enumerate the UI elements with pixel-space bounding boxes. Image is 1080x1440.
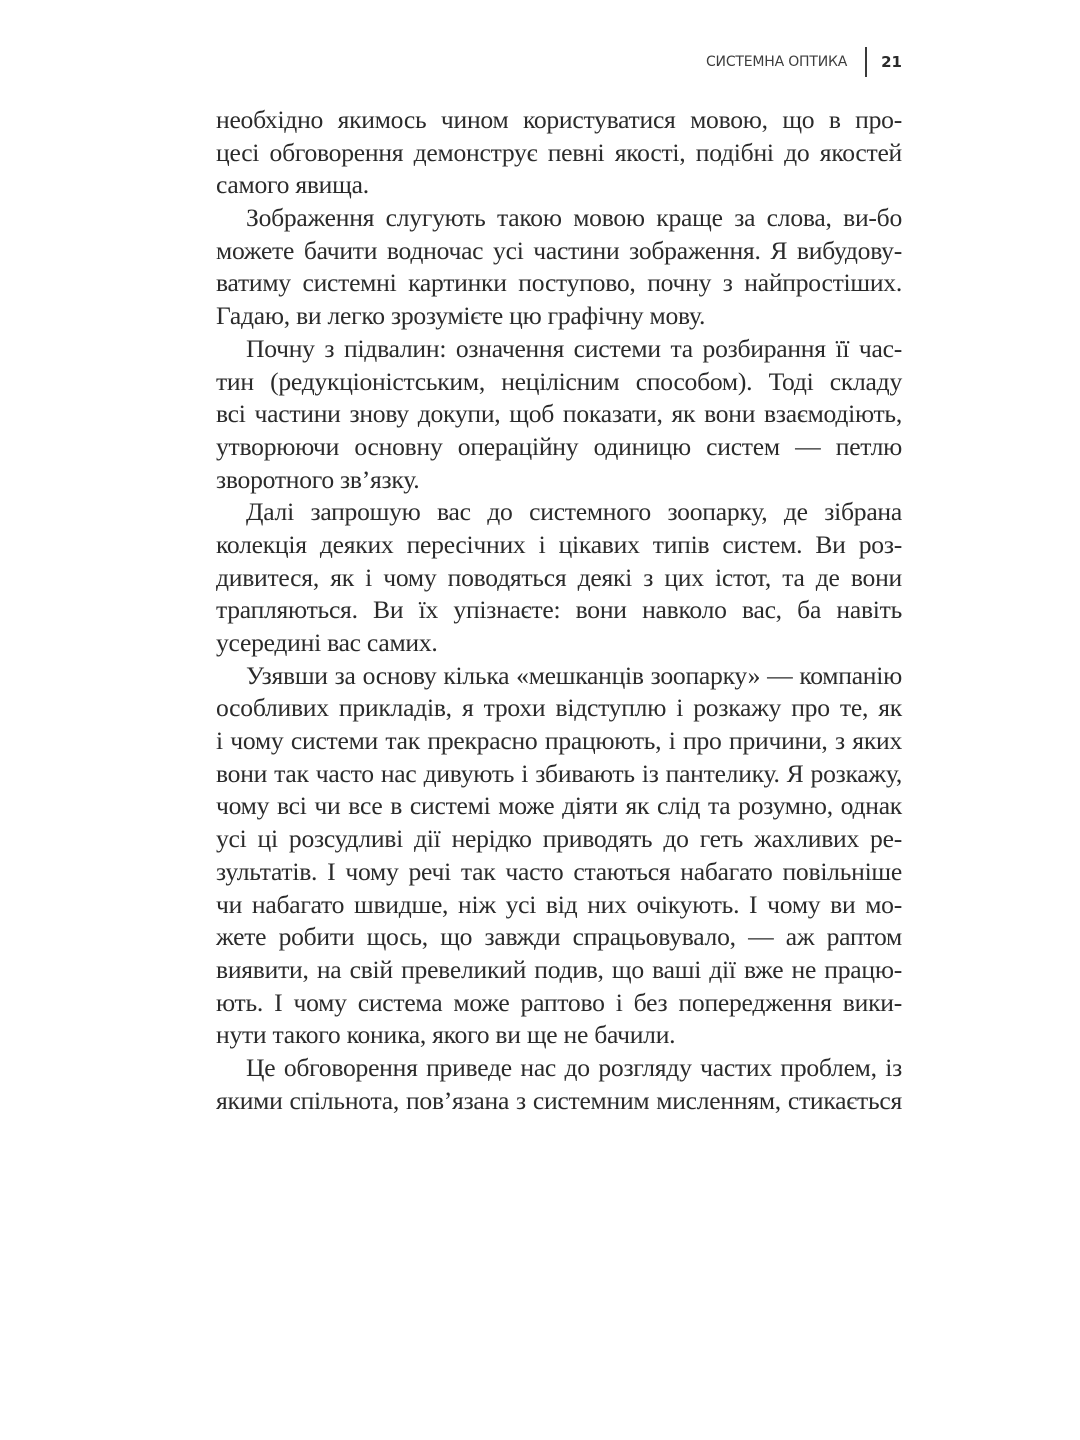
text-line: утворюючи основну операційну одиницю систем — петлю bbox=[216, 431, 902, 461]
page-header bbox=[706, 47, 902, 77]
paragraph bbox=[216, 333, 902, 496]
text-line: усередині вас самих. bbox=[216, 628, 438, 657]
text-line: можете бачити водночас усі частини зображення. Я вибудову- bbox=[216, 235, 902, 265]
text-line: необхідно якимось чином користуватися мовою, що в про- bbox=[216, 105, 902, 134]
text-line: трапляються. Ви їх упізнаєте: вони навколо вас, ба навіть bbox=[216, 595, 902, 625]
text-line: нути такого коника, якого ви ще не бачили. bbox=[216, 1020, 676, 1050]
text-line: зультатів. І чому речі так часто стаються набагато повільніше bbox=[216, 856, 902, 886]
text-line: жете робити щось, що завжди спрацьовувало, — аж раптом bbox=[216, 922, 902, 952]
text-line: якими спільнота, пов’язана з системним мисленням, стикається bbox=[216, 1085, 902, 1115]
text-line: чому всі чи все в системі може діяти як слід та розумно, однак bbox=[216, 791, 902, 821]
text-line: тин (редукціоністським, нецілісним способом). Тоді складу bbox=[216, 366, 902, 396]
running-title: СИСТЕМНА ОПТИКА bbox=[705, 54, 848, 70]
text-line: зворотного зв’язку. bbox=[216, 464, 420, 494]
text-line: всі частини знову докупи, щоб показати, як вони взаємодіють, bbox=[216, 399, 902, 429]
text-line: дивитеся, як і чому поводяться деякі з цих істот, та де вони bbox=[216, 562, 902, 592]
text-line: Зображення слугують такою мовою краще за слова, ви-бо bbox=[246, 203, 902, 233]
text-line: ватиму системні картинки поступово, почну з найпростіших. bbox=[216, 268, 902, 298]
body-text bbox=[216, 104, 902, 1117]
text-line: усі ці розсудливі дії нерідко приводять до геть жахливих ре- bbox=[216, 824, 902, 854]
text-line: Далі запрошую вас до системного зоопарку, де зібрана bbox=[246, 497, 902, 527]
text-line: особливих прикладів, я трохи відступлю і розкажу про те, як bbox=[216, 693, 902, 723]
text-line: самого явища. bbox=[216, 170, 369, 200]
paragraph bbox=[216, 496, 902, 659]
text-line: Узявши за основу кілька «мешканців зоопарку» — компанію bbox=[246, 660, 902, 690]
paragraph bbox=[216, 660, 902, 1052]
paragraph bbox=[216, 202, 902, 333]
text-line: вони так часто нас дивують і збивають із пантелику. Я розкажу, bbox=[216, 758, 902, 788]
text-line: Це обговорення приведе нас до розгляду частих проблем, із bbox=[246, 1052, 902, 1082]
text-line: чи набагато швидше, ніж усі від них очікують. І чому ви мо- bbox=[216, 889, 902, 919]
paragraph bbox=[216, 104, 902, 202]
text-line: і чому системи так прекрасно працюють, і про причини, з яких bbox=[216, 726, 902, 756]
header-divider bbox=[865, 47, 867, 77]
text-line: Гадаю, ви легко зрозумієте цю графічну мову. bbox=[216, 301, 706, 331]
text-line: Почну з підвалин: означення системи та розбирання її час- bbox=[246, 333, 902, 363]
paragraph bbox=[216, 1052, 902, 1117]
text-line: виявити, на свій превеликий подив, що ваші дії вже не працю- bbox=[216, 954, 902, 984]
text-line: колекція деяких пересічних і цікавих типів систем. Ви роз- bbox=[216, 529, 902, 559]
text-line: ють. І чому система може раптово і без попередження вики- bbox=[216, 987, 902, 1017]
page-number: 21 bbox=[881, 53, 902, 71]
text-line: цесі обговорення демонструє певні якості, подібні до якостей bbox=[216, 137, 902, 167]
